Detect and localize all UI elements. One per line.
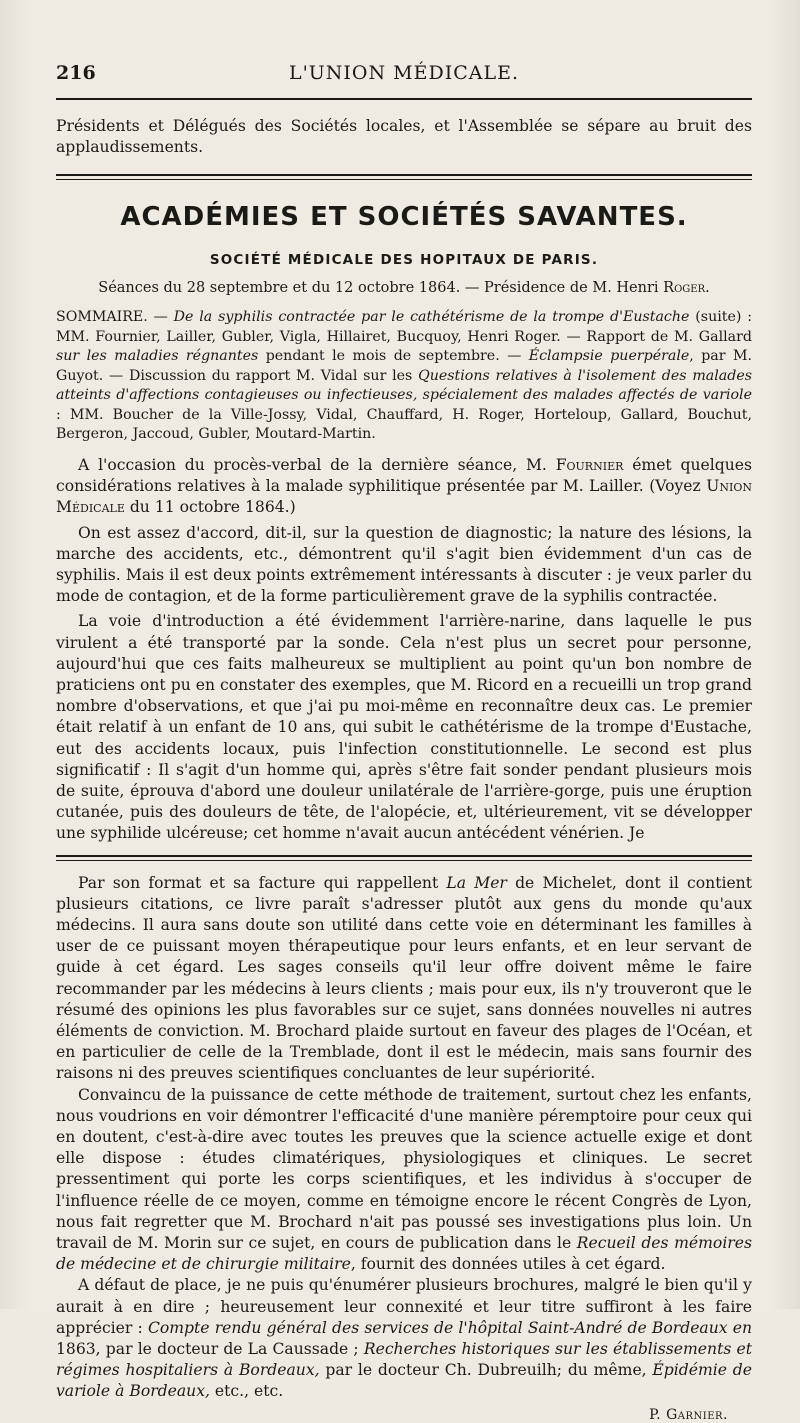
review-text: A défaut de place, je ne puis qu'énumérer plusieurs brochures, malgré le bien qu'il y aurait à en dire ; heureusement leur connexité et leur titre suffiront à les faire apprécier : (56, 1276, 752, 1337)
header-rule (56, 98, 752, 100)
review-text: , fournit des données utiles à cet égard. (350, 1255, 666, 1274)
review-paragraph (56, 1085, 752, 1276)
page-number: 216 (56, 62, 96, 84)
summary-text: , par M. Guyot. — Discussion du rapport M. Vidal sur les (56, 348, 753, 384)
divider-rule-thin (56, 860, 752, 861)
book-title: Compte rendu général des services de l'hôpital Saint-André de Bordeaux en (147, 1318, 752, 1337)
body-text: A l'occasion du procès-verbal de la dernière séance, M. (78, 455, 556, 474)
book-title: La Mer (446, 873, 507, 892)
review-text: par le docteur Ch. Dubreuilh; du même, (319, 1361, 653, 1380)
summary-topic: Éclampsie puerpérale (528, 348, 690, 365)
session-dates: Séances du 28 septembre et du 12 octobre 1864. — Présidence de M. Henri (98, 280, 664, 297)
review-text: 1863, par le docteur de La Caussade ; (56, 1340, 364, 1359)
body-text: du 11 octobre 1864.) (124, 498, 296, 517)
intro-paragraph: Présidents et Délégués des Sociétés locales, et l'Assemblée se sépare au bruit des applaudissements. (56, 117, 752, 157)
review-text: etc., etc. (209, 1382, 284, 1401)
author-signature: P. Garnier. (649, 1406, 728, 1423)
body-paragraph: La voie d'introduction a été évidemment l'arrière-narine, dans laquelle le pus virulent a été transporté par la sonde. Cela n'est plus un secret pour personne, aujourd'hui que ces faits malheureux se multiplient au point qu'un bon nombre de praticiens ont pu en constater des exemples, que M. Ricord en a recueilli un trop grand nombre d'observations, et que j'ai pu moi-même en reconnaître deux cas. Le premier était relatif à un enfant de 10 ans, qui subit le cathétérisme de la trompe d'Eustache, eut des accidents locaux, puis l'infection constitutionnelle. Le second est plus significatif : Il s'agit d'un homme qui, après s'être fait sonder pendant plusieurs mois de suite, éprouva d'abord une douleur unilatérale de l'arrière-gorge, puis une éruption cutanée, puis des douleurs de tête, de l'alopécie, et, ultérieurement, vit se développer une syphilide ulcéreuse; cet homme n'avait aucun antécédent vénérien. Je (56, 612, 752, 843)
person-name: Fournier (555, 455, 624, 474)
section-rule (56, 174, 752, 176)
body-text: émet quelques considérations relatives à la malade syphilitique présentée par M. Lailler. (Voyez (56, 455, 753, 496)
journal-title: L'UNION MÉDICALE. (288, 62, 520, 84)
summary-text: (suite) : MM. Fournier, Lailler, Gubler, Vigla, Hillairet, Bucquoy, Henri Roger. — Rapport de M. Gallard (56, 309, 752, 345)
society-title: SOCIÉTÉ MÉDICALE DES HOPITAUX DE PARIS. (209, 252, 599, 269)
summary-text: pendant le mois de septembre. — (258, 348, 529, 365)
summary-topic: sur les maladies régnantes (56, 348, 259, 365)
summary (56, 308, 752, 445)
summary-topic: Questions relatives à l'isolement des malades atteints d'affections contagieuses ou infectieuses, spécialement des malades affectés de variole (56, 367, 752, 404)
book-title: Épidémie de variole à Bordeaux, (56, 1361, 752, 1401)
section-title: ACADÉMIES ET SOCIÉTÉS SAVANTES. (120, 202, 688, 233)
body-paragraph: On est assez d'accord, dit-il, sur la question de diagnostic; la nature des lésions, la marche des accidents, etc., démontrent qu'il s'agit bien évidemment d'un cas de syphilis. Mais il est deux points extrêmement intéressants à discuter : je veux parler du mode de contagion, et de la forme particulièrement grave de la syphilis contractée. (56, 523, 752, 606)
section-rule-thin (56, 179, 752, 180)
divider-rule (56, 855, 752, 857)
body-paragraph (56, 455, 752, 519)
president-name: Roger. (663, 280, 710, 297)
book-title: Recueil des mémoires de médecine et de chirurgie militaire (56, 1234, 752, 1274)
summary-text: : MM. Boucher de la Ville-Jossy, Vidal, Chauffard, H. Roger, Horteloup, Gallard, Bouchut, Bergeron, Jaccoud, Gubler, Moutard-Martin. (56, 406, 752, 443)
book-title: Recherches historiques sur les établissements et régimes hospitaliers à Bordeaux, (56, 1340, 752, 1380)
review-text: de Michelet, dont il contient plusieurs citations, ce livre paraît s'adresser plutôt aux gens du monde qu'aux médecins. Il aura sans doute son utilité dans cette voie en déterminant les familles à user de ce puissant moyen thérapeutique pour leurs enfants, et en leur servant de guide à cet égard. Les sages conseils qu'il leur offre doivent même le faire recommander par les médecins à leurs clients ; mais pour eux, ils n'y trouveront que le résumé des opinions les plus favorables sur ce sujet, sans données nouvelles ni autres éléments de conviction. M. Brochard plaide surtout en faveur des plages de l'Océan, et en particulier de celle de la Tremblade, dont il est le médecin, mais sans fournir des raisons ni des preuves scientifiques concluantes de leur supériorité. (56, 873, 752, 1083)
running-head (56, 62, 752, 90)
summary-topic: De la syphilis contractée par le cathétérisme de la trompe d'Eustache (173, 309, 690, 326)
session-line (56, 280, 752, 296)
review-paragraph (56, 873, 752, 1085)
summary-label: SOMMAIRE. — (56, 309, 174, 326)
review-text: Convaincu de la puissance de cette méthode de traitement, surtout chez les enfants, nous voudrions en voir démontrer l'efficacité d'une manière péremptoire pour ceux qui en doutent, c'est-à-dire avec toutes les preuves que la science actuelle exige et dont elle dispose : études climatériques, physiologiques et cliniques. Le secret pressentiment qui porte les corps scientifiques, et les individus à s'occuper de l'influence réelle de ce moyen, comme en témoigne encore le récent Congrès de Lyon, nous fait regretter que M. Brochard n'ait pas poussé ses investigations plus loin. Un travail de M. Morin sur ce sujet, en cours de publication dans le (56, 1085, 752, 1253)
review-paragraph (56, 1275, 752, 1402)
journal-reference: Union Médicale (56, 477, 752, 517)
feuilleton-divider (56, 855, 752, 861)
review-text: Par son format et sa facture qui rappellent (78, 873, 447, 892)
